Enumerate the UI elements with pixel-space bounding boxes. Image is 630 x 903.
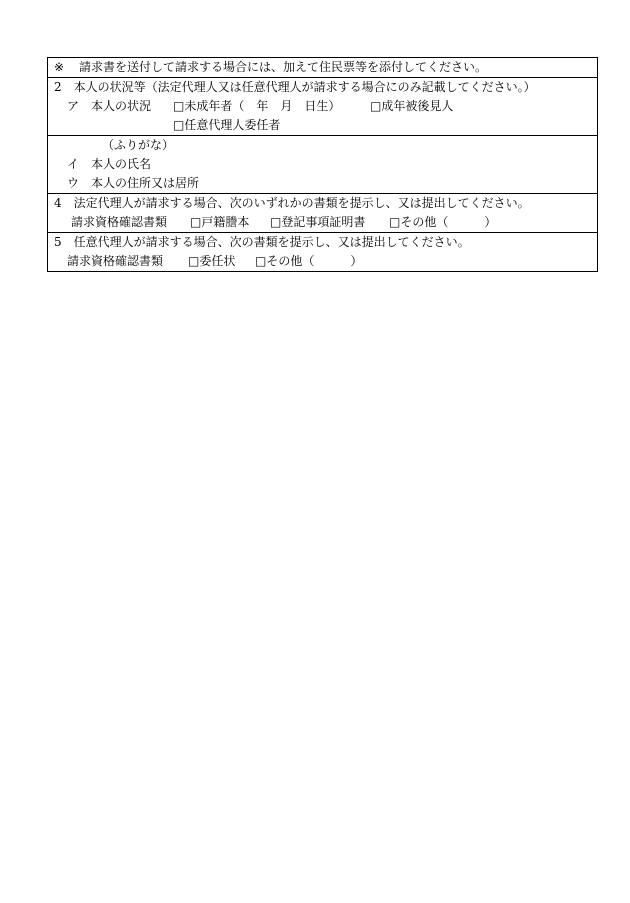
section-5-docs-line <box>48 252 597 271</box>
section-4-heading-line <box>48 194 597 213</box>
section-5-heading: 5 任意代理人が請求する場合、次の書類を提示し、又は提出してください。 <box>54 235 470 249</box>
note-text: 請求書を送付して請求する場合には、加えて住民票等を添付してください。 <box>79 60 488 74</box>
section-4-docs-label: 請求資格確認書類 <box>71 215 168 229</box>
address-line <box>48 174 597 193</box>
section-2-status <box>48 78 597 136</box>
section-5-docs-label: 請求資格確認書類 <box>67 254 164 268</box>
note-line <box>48 58 597 77</box>
family-register-checkbox[interactable]: □戸籍謄本 <box>190 215 250 229</box>
furigana-line <box>48 136 597 155</box>
section-2-heading: 2 本人の状況等（法定代理人又は任意代理人が請求する場合にのみ記載してください。） <box>54 80 536 94</box>
note-mark: ※ <box>54 60 65 74</box>
section-5-other-checkbox[interactable]: □その他（ ） <box>255 254 363 268</box>
address-label: ウ 本人の住所又は居所 <box>67 176 200 190</box>
note-section <box>48 58 597 78</box>
section-5-voluntary-agent <box>48 233 597 271</box>
section-4-legal-agent <box>48 194 597 233</box>
registry-certificate-checkbox[interactable]: □登記事項証明書 <box>270 215 366 229</box>
request-form-table <box>47 57 598 272</box>
minor-checkbox[interactable]: □未成年者（ 年 月 日生） <box>173 99 341 113</box>
voluntary-delegator-checkbox[interactable]: □任意代理人委任者 <box>173 118 281 132</box>
name-line <box>48 155 597 174</box>
name-label: イ 本人の氏名 <box>67 157 152 171</box>
status-label: ア 本人の状況 <box>67 99 152 113</box>
section-4-heading: 4 法定代理人が請求する場合、次のいずれかの書類を提示し、又は提出してください。 <box>54 196 530 210</box>
furigana-label: （ふりがな） <box>102 138 175 152</box>
section-4-other-checkbox[interactable]: □その他（ ） <box>389 215 497 229</box>
section-2-status-line <box>48 97 597 116</box>
section-4-docs-line <box>48 213 597 232</box>
section-2-heading-line <box>48 78 597 97</box>
adult-ward-checkbox[interactable]: □成年被後見人 <box>370 99 454 113</box>
identity-section <box>48 136 597 194</box>
section-2-delegator-line <box>48 116 597 135</box>
power-of-attorney-checkbox[interactable]: □委任状 <box>188 254 236 268</box>
section-5-heading-line <box>48 233 597 252</box>
